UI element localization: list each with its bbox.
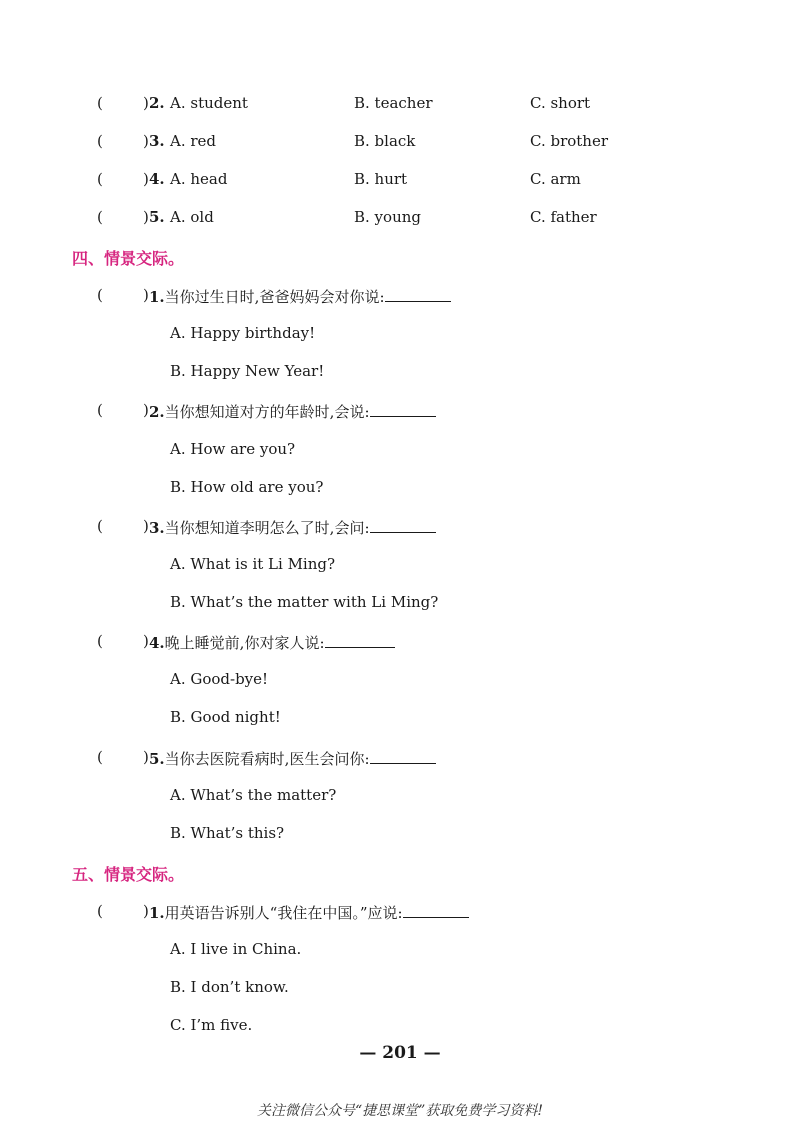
option-a: A. How are you? (170, 440, 296, 458)
question-number: 1. (149, 904, 165, 922)
question (149, 286, 451, 307)
option-b: B. teacher (354, 94, 433, 112)
option-c: C. short (530, 94, 591, 112)
answer-paren-open: ( (97, 208, 103, 226)
option-a: A. What is it Li Ming? (170, 555, 336, 573)
answer-paren-close: ) (143, 902, 149, 920)
option-a: A. old (170, 208, 214, 226)
option-a: A. student (170, 94, 248, 112)
option-a: A. What’s the matter? (170, 786, 337, 804)
footer-watermark: 关注微信公众号“捷思课堂”获取免费学习资料! (257, 1103, 543, 1119)
answer-paren-close: ) (143, 748, 149, 766)
question-prompt: 当你去医院看病时,医生会问你: (164, 750, 370, 768)
answer-paren-open: ( (97, 517, 103, 535)
answer-blank[interactable] (403, 903, 469, 918)
option-a: A. red (170, 132, 217, 150)
question-number: 5. (149, 208, 165, 226)
option-b: B. What’s the matter with Li Ming? (170, 593, 439, 611)
option-a: A. Happy birthday! (170, 324, 316, 342)
question (149, 902, 469, 923)
answer-paren-close: ) (143, 94, 149, 112)
page-number: — 201 — (359, 1043, 441, 1063)
option-b: B. I don’t know. (170, 978, 289, 996)
answer-paren-open: ( (97, 94, 103, 112)
answer-paren-close: ) (143, 208, 149, 226)
answer-paren-open: ( (97, 286, 103, 304)
question-prompt: 用英语告诉别人“我住在中国。”应说: (164, 904, 403, 922)
answer-paren-close: ) (143, 401, 149, 419)
question-number: 5. (149, 750, 165, 768)
answer-paren-open: ( (97, 748, 103, 766)
question-number: 1. (149, 288, 165, 306)
question-number: 4. (149, 170, 165, 188)
option-b: B. young (354, 208, 421, 226)
option-c: C. I’m five. (170, 1016, 253, 1034)
option-b: B. Happy New Year! (170, 362, 325, 380)
question (149, 748, 436, 769)
question (149, 517, 436, 538)
option-a: A. I live in China. (170, 940, 302, 958)
question (149, 401, 436, 422)
answer-blank[interactable] (370, 518, 436, 533)
question-number: 2. (149, 403, 165, 421)
answer-paren-open: ( (97, 170, 103, 188)
section-heading: 五、情景交际。 (72, 865, 185, 884)
question-prompt: 当你过生日时,爸爸妈妈会对你说: (164, 288, 385, 306)
option-b: B. Good night! (170, 708, 281, 726)
option-a: A. head (170, 170, 228, 188)
answer-paren-open: ( (97, 902, 103, 920)
question-number: 3. (149, 519, 165, 537)
answer-blank[interactable] (370, 402, 436, 417)
answer-paren-open: ( (97, 132, 103, 150)
option-b: B. black (354, 132, 416, 150)
option-c: C. brother (530, 132, 609, 150)
answer-blank[interactable] (325, 633, 395, 648)
answer-paren-open: ( (97, 401, 103, 419)
option-b: B. hurt (354, 170, 408, 188)
option-c: C. father (530, 208, 597, 226)
question-number: 3. (149, 132, 165, 150)
answer-paren-close: ) (143, 517, 149, 535)
answer-paren-open: ( (97, 632, 103, 650)
question-number: 4. (149, 634, 165, 652)
answer-paren-close: ) (143, 286, 149, 304)
answer-blank[interactable] (370, 749, 436, 764)
answer-paren-close: ) (143, 632, 149, 650)
question-prompt: 晚上睡觉前,你对家人说: (164, 634, 325, 652)
option-b: B. What’s this? (170, 824, 285, 842)
question (149, 632, 395, 653)
answer-paren-close: ) (143, 132, 149, 150)
question-number: 2. (149, 94, 165, 112)
answer-blank[interactable] (385, 287, 451, 302)
question-prompt: 当你想知道李明怎么了时,会问: (164, 519, 370, 537)
question-prompt: 当你想知道对方的年龄时,会说: (164, 403, 370, 421)
option-c: C. arm (530, 170, 581, 188)
answer-paren-close: ) (143, 170, 149, 188)
section-heading: 四、情景交际。 (72, 249, 185, 268)
option-b: B. How old are you? (170, 478, 324, 496)
option-a: A. Good-bye! (170, 670, 269, 688)
